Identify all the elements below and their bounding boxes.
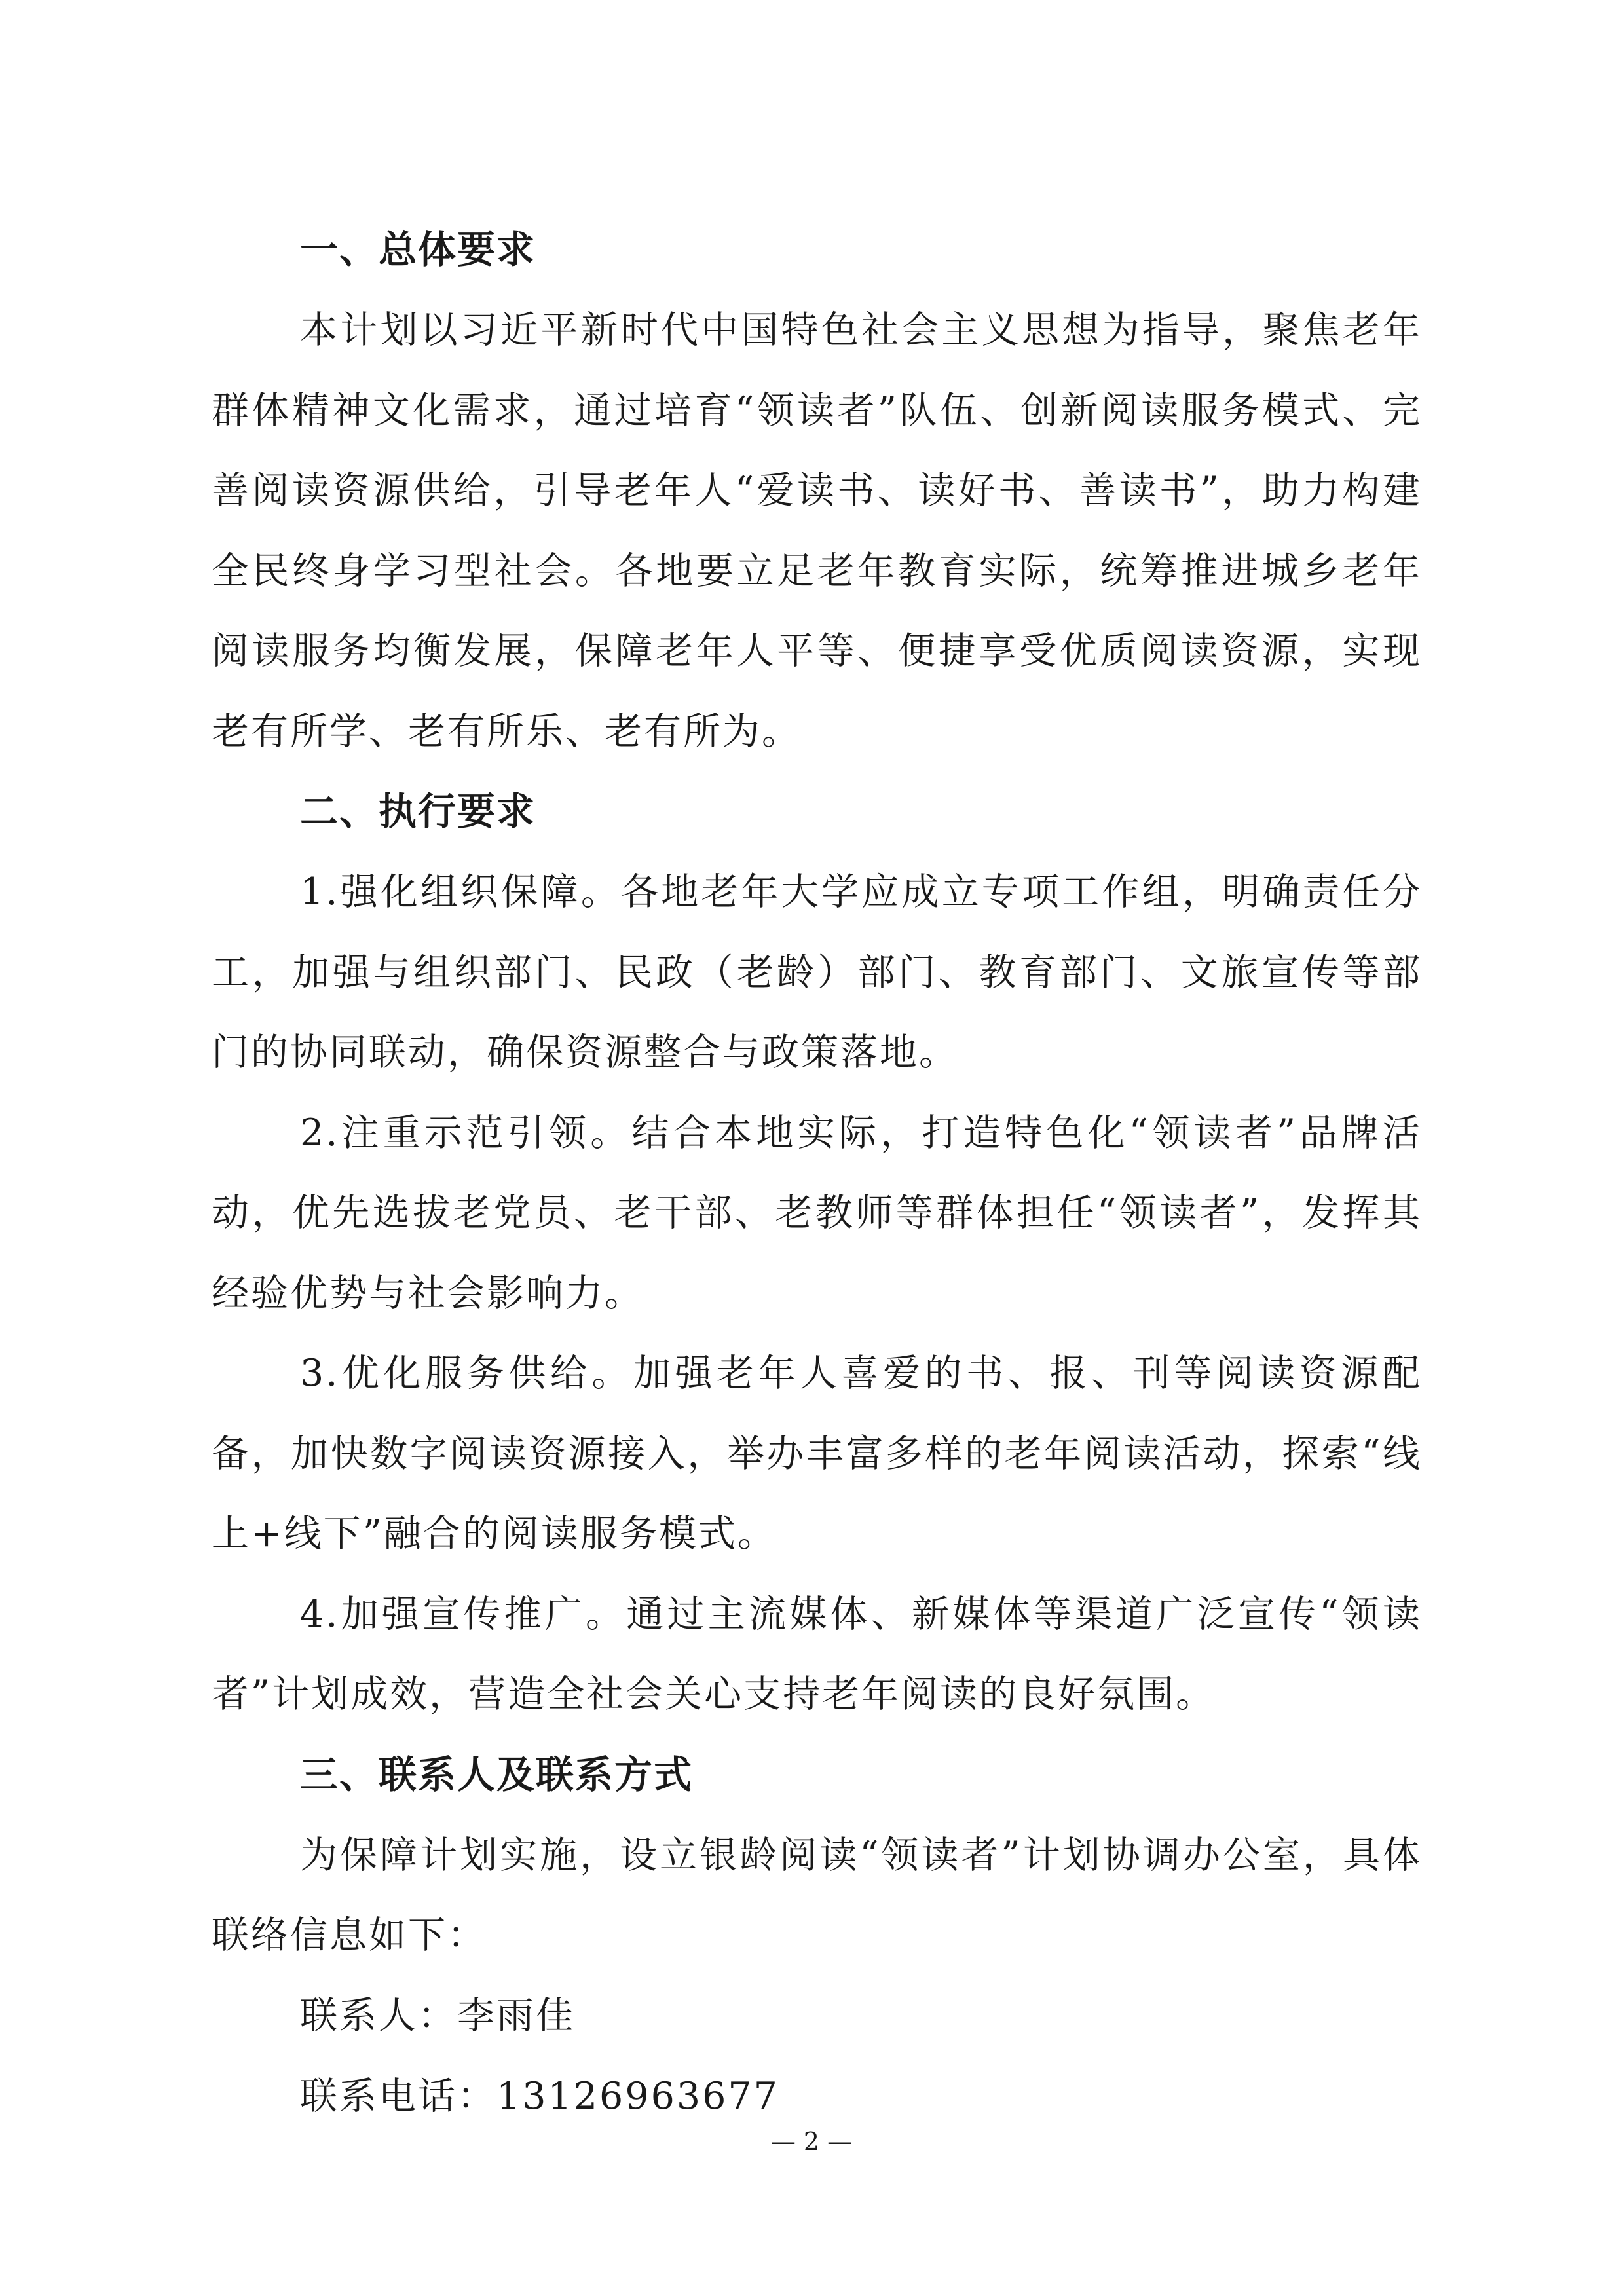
paragraph-organizational-guarantee: 1.强化组织保障。各地老年大学应成立专项工作组，明确责任分工，加强与组织部门、民政（老龄）部门、教育部门、文旅宣传等部门的协同联动，确保资源整合与政策落地。 — [212, 870, 1422, 1074]
paragraph-coordination-office: 为保障计划实施，设立银龄阅读“领读者”计划协调办公室，具体联络信息如下： — [212, 1833, 1422, 1957]
page-number: — 2 — — [770, 2127, 853, 2156]
section-heading-general-requirements: 一、总体要求 — [300, 227, 536, 272]
paragraph-demonstration-leading: 2.注重示范引领。结合本地实际，打造特色化“领读者”品牌活动，优先选拔老党员、老干部、老教师等群体担任“领读者”，发挥其经验优势与社会影响力。 — [212, 1111, 1422, 1315]
section-heading-contact: 三、联系人及联系方式 — [300, 1752, 694, 1797]
paragraph-service-supply: 3.优化服务供给。加强老年人喜爱的书、报、刊等阅读资源配备，加快数字阅读资源接入，举办丰富多样的老年阅读活动，探索“线上+线下”融合的阅读服务模式。 — [212, 1352, 1422, 1555]
contact-phone: 联系电话：13126963677 — [300, 2074, 779, 2118]
section-heading-execution-requirements: 二、执行要求 — [300, 789, 536, 834]
paragraph-publicity-promotion: 4.加强宣传推广。通过主流媒体、新媒体等渠道广泛宣传“领读者”计划成效，营造全社会关心支持老年阅读的良好氛围。 — [212, 1592, 1422, 1716]
paragraph-general-requirements: 本计划以习近平新时代中国特色社会主义思想为指导，聚焦老年群体精神文化需求，通过培育“领读者”队伍、创新阅读服务模式、完善阅读资源供给，引导老年人“爱读书、读好书、善读书”，助力构建全民终身学习型社会。各地要立足老年教育实际，统筹推进城乡老年阅读服务均衡发展，保障老年人平等、便捷享受优质阅读资源，实现老有所学、老有所乐、老有所为。 — [212, 308, 1422, 753]
contact-person: 联系人：李雨佳 — [300, 1993, 575, 2037]
document-body — [212, 210, 1422, 2137]
